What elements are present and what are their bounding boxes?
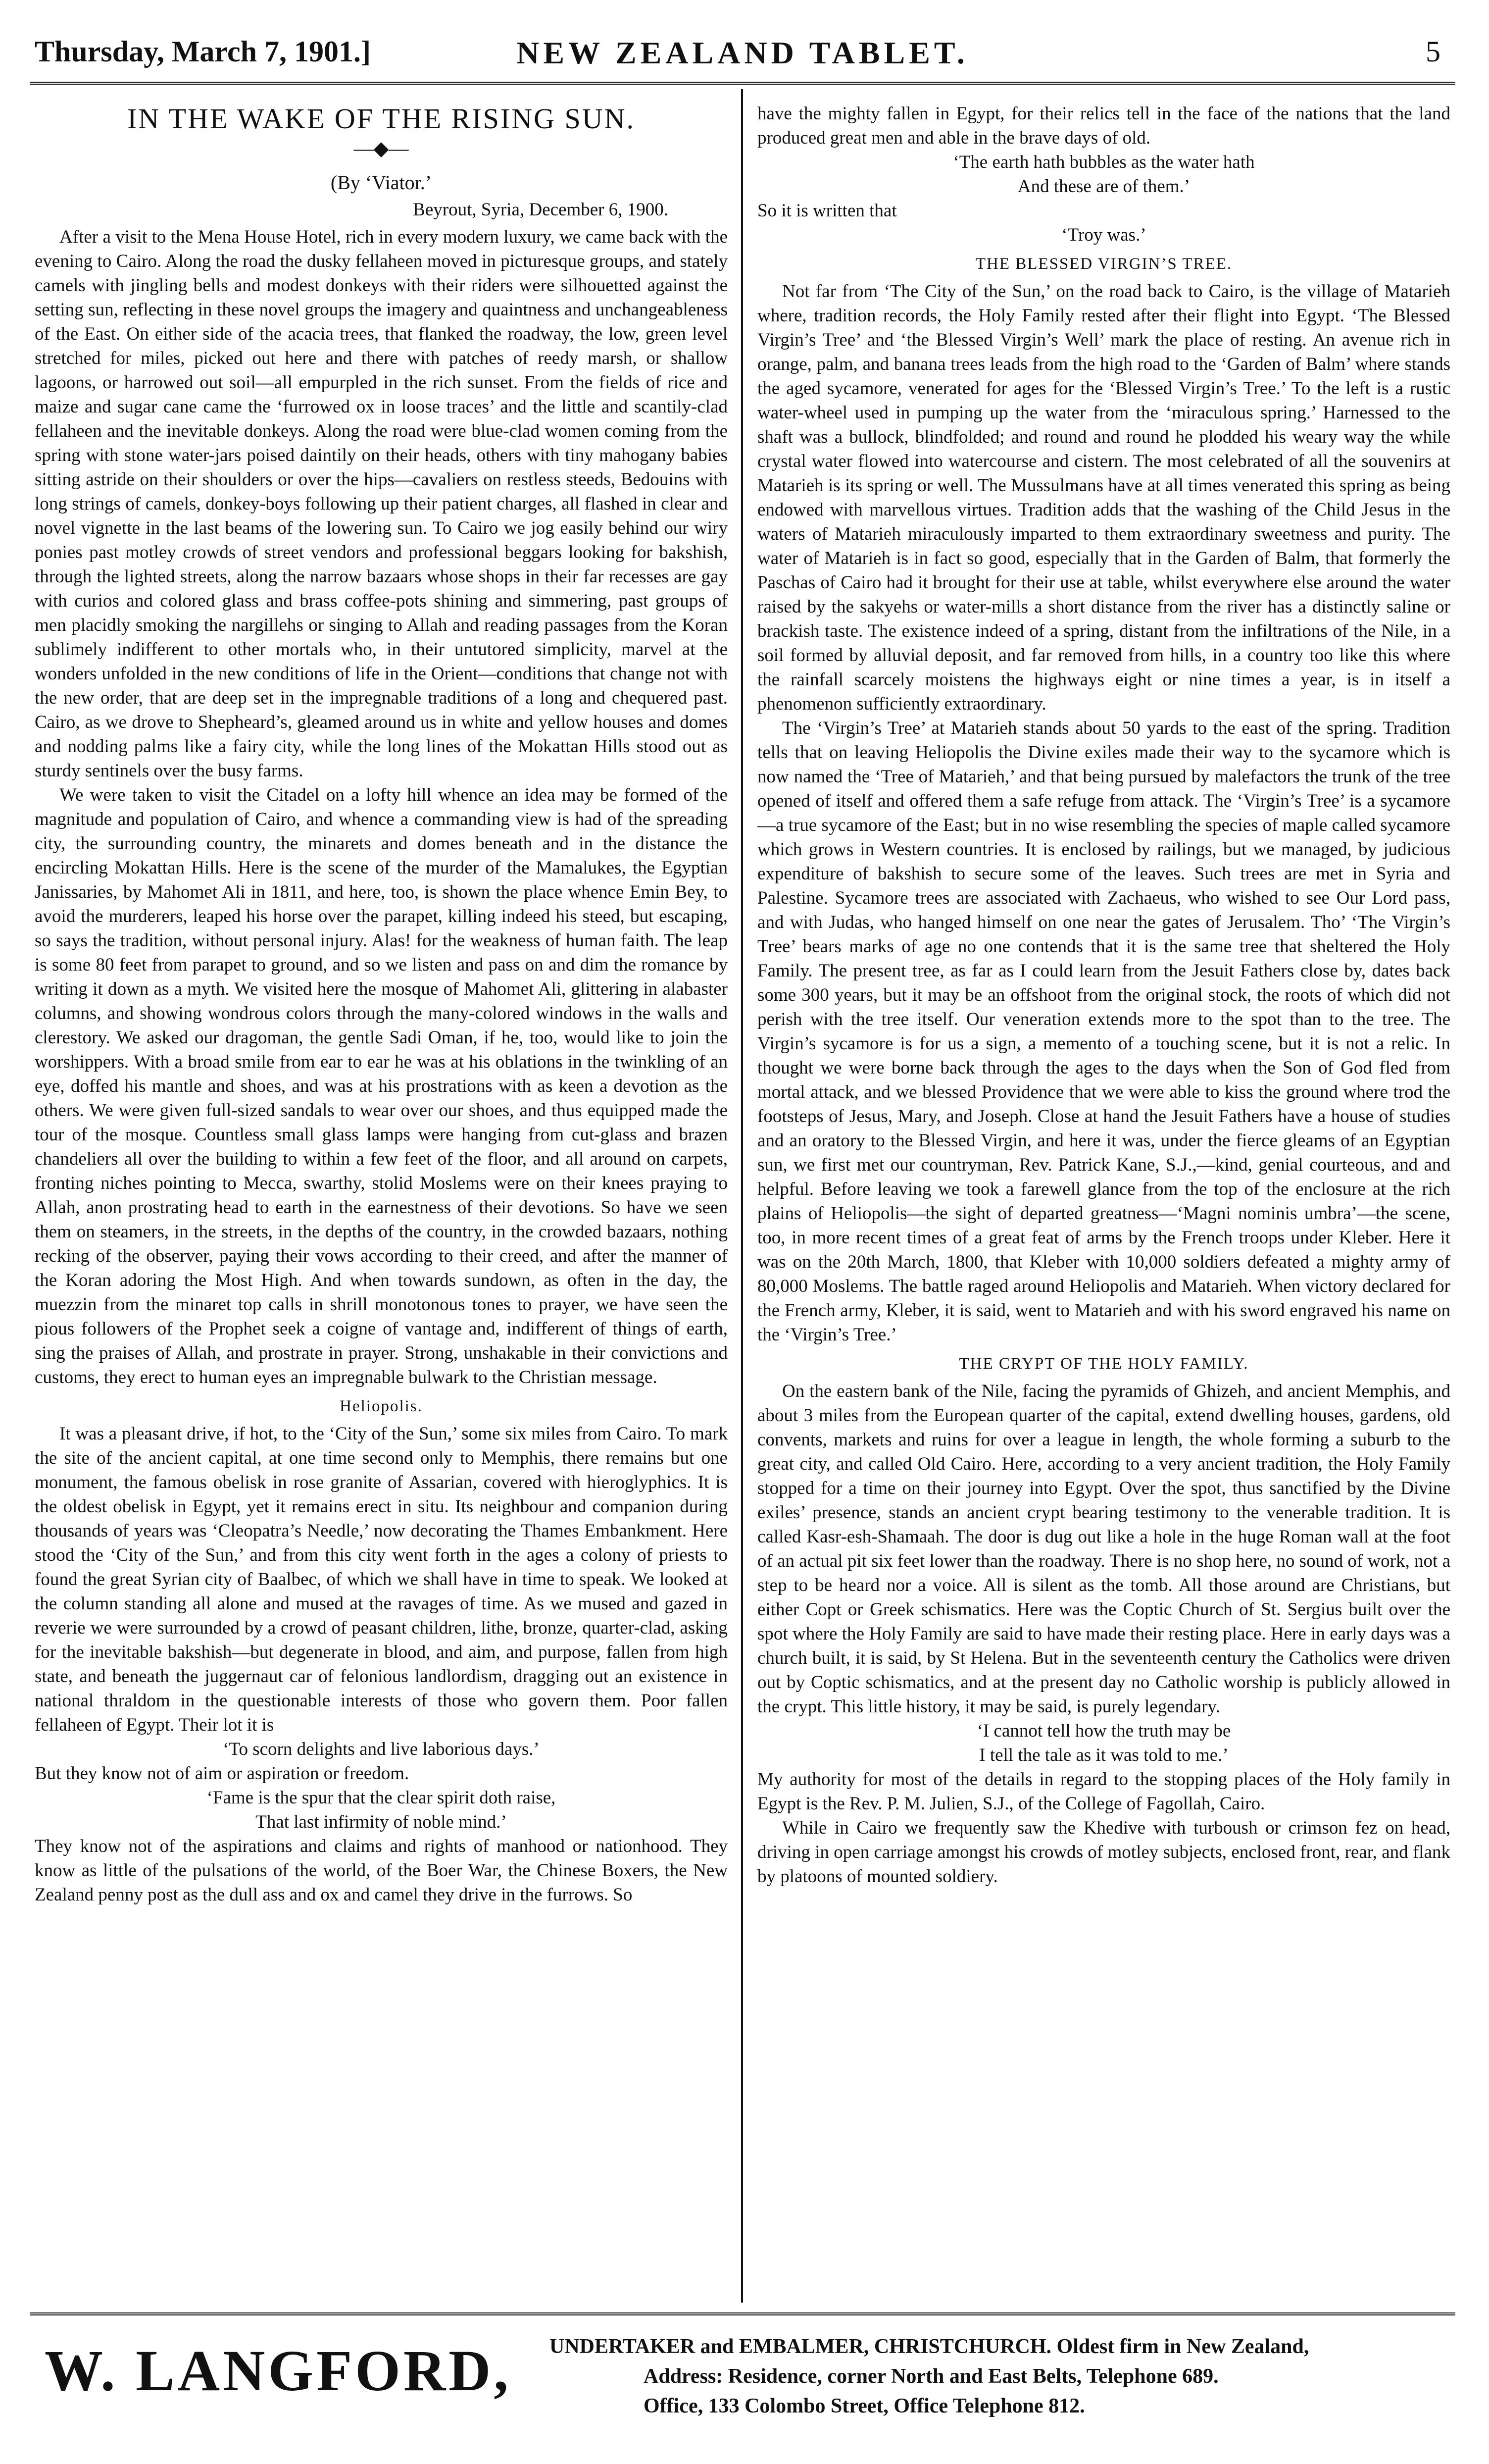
paragraph: After a visit to the Mena House Hotel, rich in every modern luxury, we came back with the evening to Cairo. Along the road the dusky fellaheen moved in picturesque groups, and stately camels with jingling bells and modest donkeys with their riders were silhouetted against the setting sun, reflecting in these novel groups the imagery and quaintness and unchangeableness of the East. On either side of the acacia trees, that flanked the roadway, the low, green level stretched for miles, picked out here and there with patches of reedy marsh, or shallow lagoons, or harrowed out soil—all empurpled in the rich sunset. From the fields of rice and maize and sugar cane came the ‘furrowed ox in loose traces’ and the little and scantily-clad fellaheen and the inevitable donkeys. Along the road were blue-clad women coming from the spring with stone water-jars poised daintily on their heads, others with tiny mahogany babies sitting astride on their shoulders or over the hips—cavaliers on restless steeds, Bedouins with long strings of camels, donkey-boys following up their patient charges, all flashed in clear and novel vignette in the last beams of the lowering sun. To Cairo we jog easily behind our wiry ponies past motley crowds of street vendors and professional beggars looking for bakshish, through the lighted streets, along the narrow bazaars whose shops in their far recesses are gay with curios and colored glass and brass coffee-pots shining and simmering, past groups of men placidly smoking the nargillehs or singing to Allah and reading passages from the Koran sublimely indifferent to other mortals who, in their untutored simplicity, marvel at the wonders unfolded in the new conditions of life in the Orient—conditions that change not with the new order, that are deep set in the impregnable traditions of a long and chequered past. Cairo, as we drove to Shepheard’s, gleamed around us in white and yellow houses and domes and nodding palms like a fairy city, while the long lines of the Mokattan Hills stood out as sturdy sentinels over the busy farms.	[35, 227, 728, 781]
advert-line: UNDERTAKER and EMBALMER, CHRISTCHURCH. Oldest firm in New Zealand,	[549, 2335, 1309, 2358]
page-header	[30, 30, 1455, 84]
paragraph: While in Cairo we frequently saw the Khedive with turboush or crimson fez on head, driving in open carriage amongst his crowds of motley subjects, enclosed front, rear, and flank by platoons of mounted soldiery.	[757, 1818, 1450, 1887]
paragraph: The ‘Virgin’s Tree’ at Matarieh stands about 50 yards to the east of the spring. Tradition tells that on leaving Heliopolis the Divine exiles made their way to the sycamore which is now named the ‘Tree of Matarieh,’ and that being pursued by malefactors the trunk of the tree opened of itself and offered them a safe refuge from attack. The ‘Virgin’s Tree’ is a sycamore—a true sycamore of the East; but in no wise resembling the species of maple called sycamore which grows in Western countries. It is enclosed by railings, but we managed, by judicious expenditure of bakshish to secure some of the leaves. Such trees are met in Syria and Palestine. Sycamore trees are associated with Zachaeus, who wished to see Our Lord pass, and with Judas, who hanged himself on one near the gates of Jerusalem. Tho’ ‘The Virgin’s Tree’ bears marks of age no one contends that it is the same tree that sheltered the Holy Family. The present tree, as far as I could learn from the Jesuit Fathers close by, dates back some 300 years, but it may be an offshoot from the original stock, the roots of which did not perish with the tree itself. Our veneration extends more to the spot than to the tree. The Virgin’s sycamore is for us a sign, a memento of a touching scene, but it is not a relic. In thought we were borne back through the ages to the days when the Son of God fled from mortal attack, and we blessed Providence that we were able to kiss the ground where trod the footsteps of Jesus, Mary, and Joseph. Close at hand the Jesuit Fathers have a house of studies and an oratory to the Blessed Virgin, and here it was, under the fierce gleams of an Egyptian sun, we first met our countryman, Rev. Patrick Kane, S.J.,—kind, genial courteous, and and helpful. Before leaving we took a farewell glance from the top of the enclosure at the rich plains of Heliopolis—the sight of departed greatness—‘Magni nominis umbra’—the scene, too, in more recent times of a great feat of arms by the French troops under Kleber. Here it was on the 20th March, 1800, that Kleber with 10,000 soldiers defeated a mighty army of 80,000 Moslems. The battle raged around Heliopolis and Matarieh. When victory declared for the French army, Kleber, it is said, went to Matarieh and with his sword engraved his name on the ‘Virgin’s Tree.’	[757, 718, 1450, 1345]
paragraph: My authority for most of the details in regard to the stopping places of the Holy family in Egypt is the Rev. P. M. Julien, S.J., of the College of Fagollah, Cairo.	[757, 1769, 1450, 1814]
verse-line: I tell the tale as it was told to me.’	[979, 1745, 1229, 1765]
masthead: NEW ZEALAND TABLET.	[516, 35, 969, 70]
column-divider	[741, 89, 743, 2303]
paragraph: But they know not of aim or aspiration or freedom.	[35, 1763, 409, 1784]
right-column	[757, 102, 1450, 2290]
verse-line: ‘Troy was.’	[1061, 225, 1146, 245]
verse-line: And these are of them.’	[1017, 176, 1191, 197]
advert-line: Address: Residence, corner North and East Belts, Telephone 689.	[644, 2365, 1219, 2388]
verse-line: ‘To scorn delights and live laborious days.’	[223, 1739, 540, 1759]
section-heading-crypt: THE CRYPT OF THE HOLY FAMILY.	[959, 1355, 1249, 1373]
paragraph: We were taken to visit the Citadel on a lofty hill whence an idea may be formed of the magnitude and population of Cairo, and whence a commanding view is had of the spreading city, the surrounding country, the minarets and domes beneath and in the distance the encircling Mokattan Hills. Here is the scene of the murder of the Mamalukes, the Egyptian Janissaries, by Mahomet Ali in 1811, and here, too, is shown the place whence Emin Bey, to avoid the murderers, leaped his horse over the parapet, killing indeed his steed, but escaping, so says the tradition, without personal injury. Alas! for the weakness of human faith. The leap is some 80 feet from parapet to ground, and so we listen and pass on and dim the romance by writing it down as a myth. We visited here the mosque of Mahomet Ali, glittering in alabaster columns, and showing wondrous colors through the many-colored windows in the walls and clerestory. We asked our dragoman, the gentle Sadi Oman, if he, too, would like to join the worshippers. With a broad smile from ear to ear he was at his oblations in the twinkling of an eye, doffed his mantle and shoes, and was at his prostrations with as keen a devotion as the others. We were given full-sized sandals to wear over our shoes, and thus equipped made the tour of the mosque. Countless small glass lamps were hanging from cut-glass and brazen chandeliers all over the building to within a few feet of the floor, and all around on carpets, fronting niches pointing to Mecca, swarthy, stolid Moslems were on their knees praying to Allah, anon prostrating head to earth in the earnestness of their devotions. So have we seen them on steamers, in the streets, in the depths of the country, in the crowded bazaars, nothing recking of the observer, paying their vows according to their creed, and after the manner of the Koran adoring the Most High. And when towards sundown, as often in the day, the muezzin from the minaret top calls in shrill monotonous tones to prayer, we have seen the pious followers of the Prophet seek a coigne of vantage and, indifferent of things of earth, sing the praises of Allah, and prostrate in prayer. Strong, unshakable in their convictions and customs, they erect to human eyes an impregnable bulwark to the Christian message.	[35, 785, 728, 1387]
paragraph: have the mighty fallen in Egypt, for their relics tell in the face of the nations that the land produced great men and able in the brave days of old.	[757, 103, 1450, 148]
page-number: 5	[1426, 35, 1440, 68]
title-ornament: —◆—	[353, 137, 409, 159]
verse-line: That last infirmity of noble mind.’	[255, 1812, 507, 1832]
section-heading-virgins-tree: THE BLESSED VIRGIN’S TREE.	[975, 255, 1233, 273]
advertiser-name: W. LANGFORD,	[45, 2338, 511, 2403]
paragraph: On the eastern bank of the Nile, facing the pyramids of Ghizeh, and ancient Memphis, and about 3 miles from the European quarter of the capital, extend dwelling houses, gardens, old convents, markets and ruins for over a league in length, the whole forming a suburb to the great city, and called Old Cairo. Here, according to a very ancient tradition, the Holy Family stopped for a time on their journey into Egypt. Over the spot, thus sanctified by the Divine exiles’ presence, stands an ancient crypt bearing testimony to the venerable tradition. It is called Kasr-esh-Shamaah. The door is dug out like a hole in the huge Roman wall at the foot of an actual pit six feet lower than the roadway. There is no shop here, no sound of work, not a step to be heard nor a voice. All is silent as the tomb. All those around are Christians, but either Copt or Greek schismatics. Here was the Coptic Church of St. Sergius built over the spot where the Holy Family are said to have made their resting place. Here in early days was a church built, it is said, by St Helena. But in the seventeenth century the Catholics were driven out by Coptic schismatics, and at the present day no Catholic worship is publicly allowed in the crypt. This little history, it may be said, is purely legendary.	[757, 1381, 1450, 1717]
paragraph: They know not of the aspirations and claims and rights of manhood or nationhood. They know as little of the pulsations of the world, of the Boer War, the Chinese Boxers, the New Zealand penny post as the dull ass and ox and camel they drive in the furrows. So	[35, 1836, 728, 1905]
paragraph: Not far from ‘The City of the Sun,’ on the road back to Cairo, is the village of Matarieh where, tradition records, the Holy Family rested after their flight into Egypt. ‘The Blessed Virgin’s Tree’ and ‘the Blessed Virgin’s Well’ mark the place of resting. An avenue rich in orange, palm, and banana trees leads from the high road to the ‘Garden of Balm’ where stands the aged sycamore, venerated for ages for the ‘Blessed Virgin’s Tree.’ To the left is a rustic water-wheel used in pumping up the water from the ‘miraculous spring.’ Harnessed to the shaft was a bullock, blindfolded; and round and round he plodded his weary way the while crystal water flowed into watercourse and cistern. The most celebrated of all the souvenirs at Matarieh is its spring or well. The Mussulmans have at all times venerated this spring as being endowed with marvellous virtues. Tradition adds that the washing of the Child Jesus in the waters of Matarieh miraculously imparted to them extraordinary sweetness and purity. The water of Matarieh is in fact so good, especially that in the Garden of Balm, that formerly the Paschas of Cairo had it brought for their use at table, whilst everywhere else around the water raised by the sakyehs or water-mills a short distance from the river has a distinctly saline or brackish taste. The existence indeed of a spring, distant from the infiltrations of the Nile, in a soil formed by alluvial deposit, and far removed from hills, in a country too like this where the rainfall scarcely moistens the highways eight or nine times a year, is in itself a phenomenon sufficiently extraordinary.	[757, 281, 1450, 714]
dateline: Beyrout, Syria, December 6, 1900.	[413, 200, 668, 220]
section-heading-heliopolis: Heliopolis.	[340, 1397, 423, 1415]
paragraph: It was a pleasant drive, if hot, to the ‘City of the Sun,’ some six miles from Cairo. To mark the site of the ancient capital, at one time second only to Memphis, there remains but one monument, the famous obelisk in rose granite of Assarian, covered with hieroglyphics. It is the oldest obelisk in Egypt, yet it remains erect in situ. Its neighbour and companion during thousands of years was ‘Cleopatra’s Needle,’ now decorating the Thames Embankment. Here stood the ‘City of the Sun,’ and from this city went forth in the ages a colony of priests to found the great Syrian city of Baalbec, of which we shall have in time to speak. We looked at the column standing all alone and mused at the ravages of time. As we mused and gazed in reverie we were surrounded by a crowd of peasant children, lithe, bronze, quarter-clad, asking for the inevitable bakshish—but degenerate in blood, and aim, and purpose, fallen from high state, and beneath the juggernaut car of felonious landlordism, dragging out an existence in national thraldom in the questionable interests of those who govern them. Poor fallen fellaheen of Egypt. Their lot it is	[35, 1424, 728, 1735]
newspaper-page	[30, 20, 1455, 2446]
advert-line: Office, 133 Colombo Street, Office Telephone 812.	[644, 2395, 1085, 2417]
footer-rule	[30, 2312, 1455, 2315]
advertisement	[30, 2327, 1455, 2441]
article-title: IN THE WAKE OF THE RISING SUN.	[127, 103, 636, 135]
issue-date: Thursday, March 7, 1901.]	[35, 35, 371, 68]
verse-line: ‘The earth hath bubbles as the water hath	[953, 152, 1255, 172]
left-column	[35, 102, 728, 2290]
verse-line: ‘Fame is the spur that the clear spirit doth raise,	[206, 1788, 556, 1808]
header-rule	[30, 82, 1455, 85]
byline: (By ‘Viator.’	[330, 171, 432, 194]
paragraph: So it is written that	[757, 201, 897, 221]
verse-line: ‘I cannot tell how the truth may be	[977, 1721, 1231, 1741]
